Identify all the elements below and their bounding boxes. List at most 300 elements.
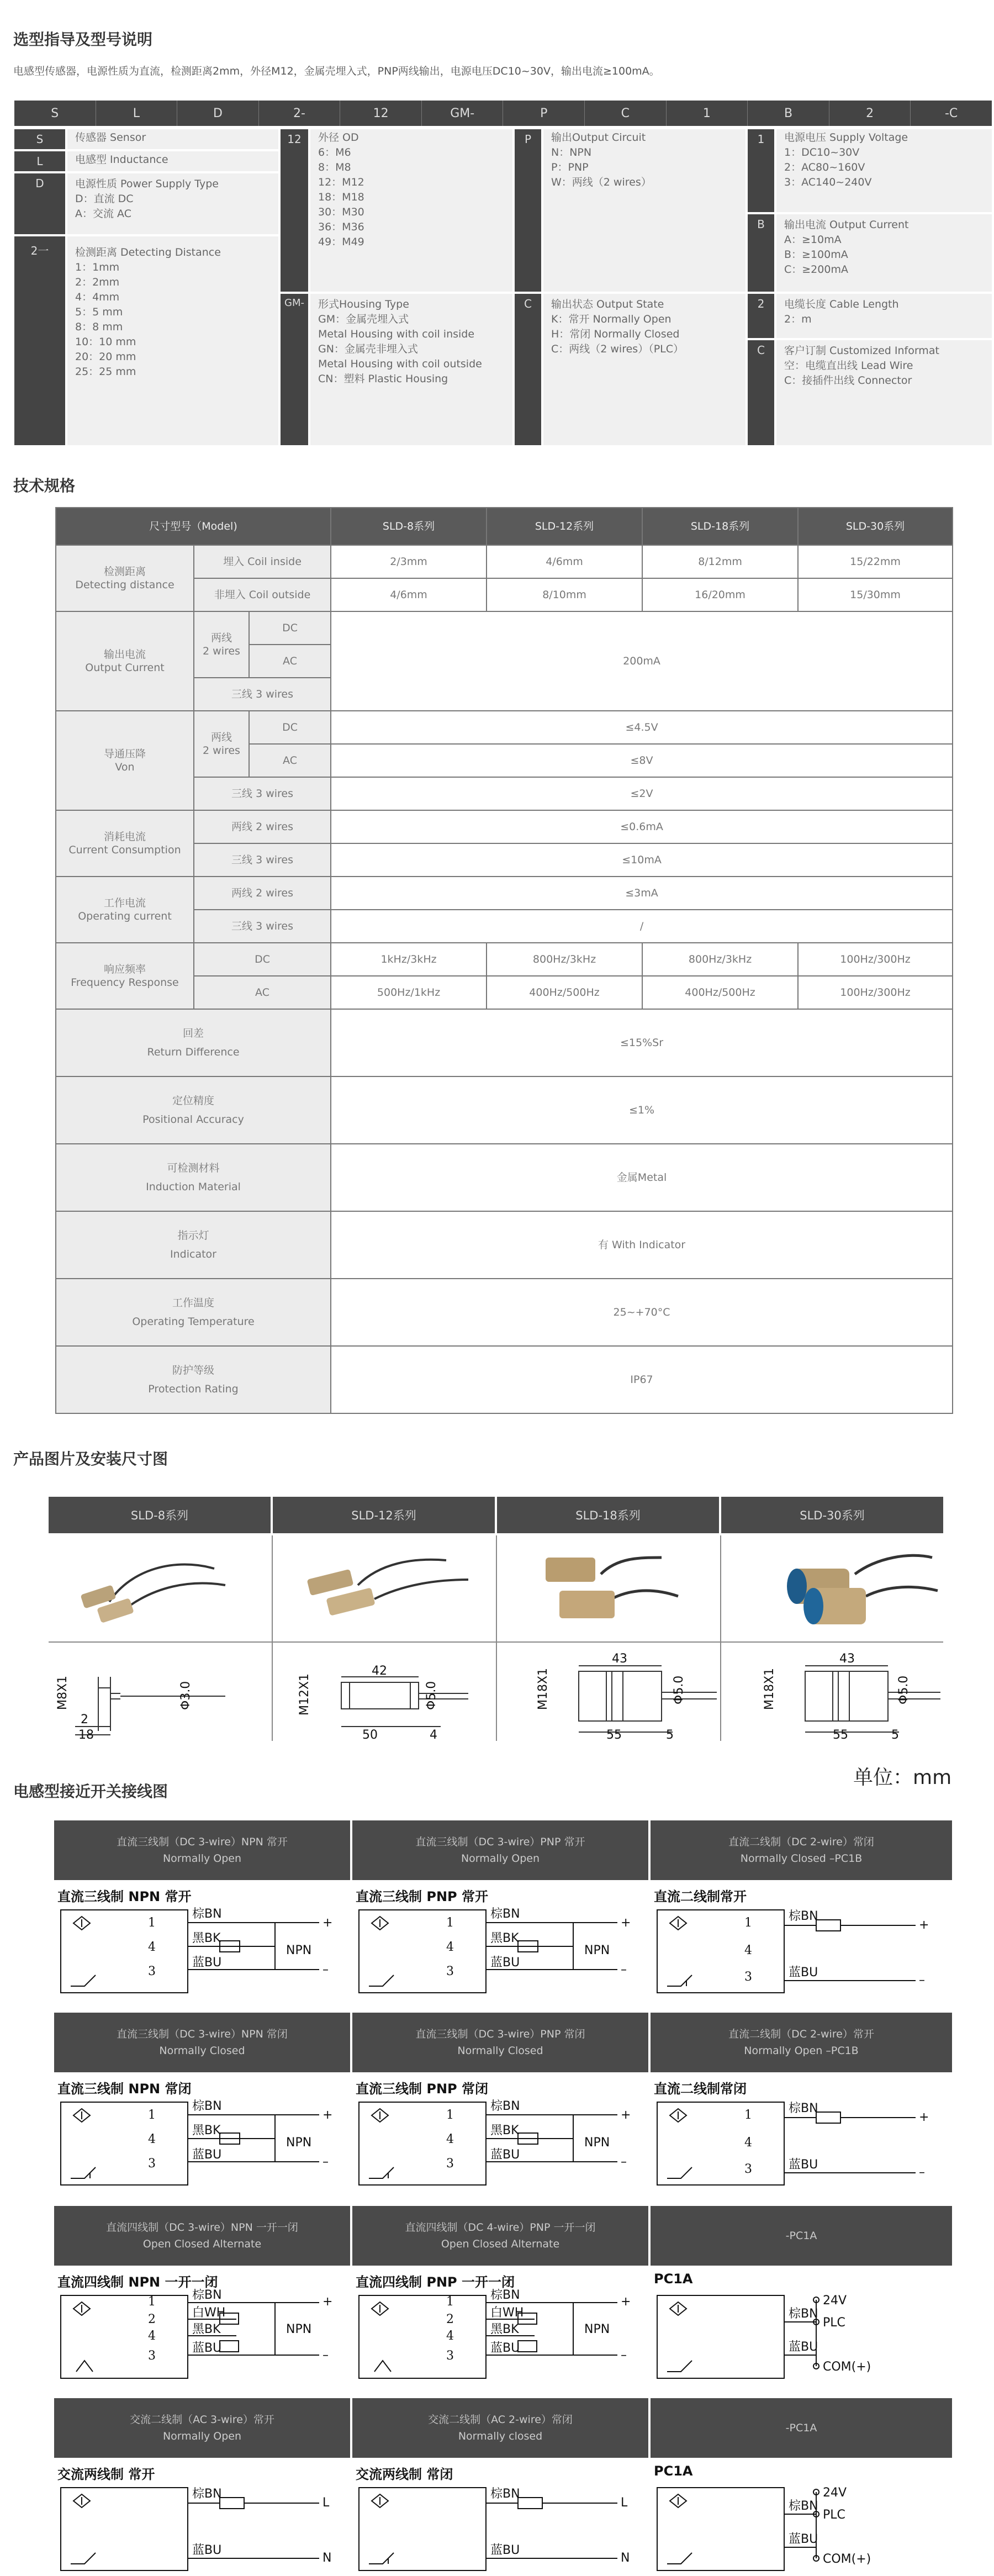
wiring-header: [651, 2398, 952, 2458]
spec-von-ac: AC: [249, 744, 331, 777]
spec-pos-value: ≤1%: [331, 1076, 953, 1144]
pin-number: 1: [446, 1916, 454, 1930]
desc-housing: 形式Housing Type GM：金属壳埋入式 Metal Housing with coil inside GN：金属壳非埋入式 Metal Housing with coil outside CN：塑料 Plastic Housing: [310, 294, 512, 445]
dim-d3-18: 5: [666, 1728, 674, 1741]
spec-output-2wire-cn: 两线: [210, 632, 232, 644]
plus-sign: +: [322, 1916, 333, 1930]
spec-coil-out-12: 8/10mm: [487, 578, 642, 611]
code-v: 1: [667, 101, 748, 126]
spec-series-8: SLD-8系列: [331, 508, 487, 545]
spec-coil-in: 埋入 Coil inside: [194, 545, 331, 578]
code-label-v: 1: [748, 129, 774, 212]
wire-black: 黑BK: [192, 1931, 221, 1945]
pin-number: 4: [446, 1940, 454, 1954]
wiring-diagram: [54, 1903, 350, 2008]
spec-cons-label: [56, 810, 194, 877]
wiring-header-cn: 直流三线制（DC 3-wire）PNP 常闭: [415, 2028, 585, 2040]
wire-black: 黑BK: [490, 1931, 519, 1945]
wiring-header: [352, 2013, 648, 2072]
wiring-header-cn: 直流三线制（DC 3-wire）NPN 常闭: [117, 2028, 288, 2040]
minus-sign: –: [621, 2155, 627, 2169]
pin-number: 4: [148, 2132, 156, 2146]
pin-number: 2: [446, 2313, 454, 2326]
model-code-grid: [14, 129, 992, 445]
wire-blue: 蓝BU: [192, 2148, 222, 2162]
pin-number: 1: [148, 2108, 156, 2122]
spec-return-label: [56, 1009, 331, 1076]
pin-number: 1: [148, 1916, 156, 1930]
dim-d1-8: 2: [81, 1713, 88, 1727]
wire-brown: 棕BN: [192, 2099, 222, 2113]
minus-sign: –: [322, 2155, 329, 2169]
spec-cons-2wire: 两线 2 wires: [194, 810, 331, 843]
pin-number: 1: [744, 1916, 752, 1930]
model-code-header: [14, 101, 992, 126]
dim-dia-30: Φ5.0: [897, 1675, 911, 1704]
spec-coil-in-18: 8/12mm: [642, 545, 798, 578]
sensor-photo-12: [307, 1560, 468, 1616]
wiring-title: 直流二线制常开: [654, 1889, 747, 1904]
sensor-photo-30: [787, 1555, 938, 1624]
code-d: D: [177, 101, 259, 126]
wire-blue: 蓝BU: [192, 2543, 222, 2557]
dimension-drawings: [49, 1644, 943, 1741]
spec-protection-cn: 防护等级: [172, 1364, 215, 1376]
wiring-header-cn: 直流四线制（DC 4-wire）PNP 一开一闭: [405, 2221, 596, 2234]
wiring-header-cn: 直流二线制（DC 2-wire）常开: [728, 2028, 874, 2040]
wire-black: 黑BK: [490, 2124, 519, 2137]
spec-op-en: Operating current: [78, 910, 172, 922]
sensor-photo-18: [546, 1558, 678, 1618]
plus-sign: +: [621, 2295, 631, 2309]
dim-thread-30: M18X1: [763, 1667, 776, 1710]
wiring-title: PC1A: [654, 2271, 693, 2287]
npn-label: NPN: [286, 2136, 312, 2150]
code-gm: GM-: [422, 101, 504, 126]
spec-detect-cn: 检测距离: [103, 566, 146, 578]
label-l: L: [621, 2496, 628, 2510]
code-b: B: [748, 101, 829, 126]
wiring-header-cn: 交流二线制（AC 2-wire）常闭: [428, 2414, 573, 2426]
spec-series-30: SLD-30系列: [798, 508, 953, 545]
wiring-title: 直流二线制常闭: [654, 2081, 747, 2097]
spec-von-3wire: 三线 3 wires: [194, 777, 331, 810]
wiring-title: 直流四线制 NPN 一开一闭: [57, 2274, 218, 2290]
code-s: S: [14, 101, 96, 126]
wiring-header-en: Normally closed: [458, 2430, 543, 2442]
spec-coil-in-12: 4/6mm: [487, 545, 642, 578]
wire-blue: 蓝BU: [490, 2341, 520, 2355]
minus-sign: –: [322, 1963, 329, 1977]
pin-number: 1: [446, 2108, 454, 2122]
spec-von-2wire: [194, 711, 249, 777]
pin-number: 3: [446, 2157, 454, 2171]
spec-model-header: 尺寸型号（Model): [56, 508, 331, 545]
wire-black: 黑BK: [192, 2322, 221, 2336]
wiring-header: [352, 2206, 648, 2266]
spec-cons-3wire-value: ≤10mA: [331, 843, 953, 877]
spec-freq-dc-12: 800Hz/3kHz: [487, 943, 642, 976]
spec-coil-out-18: 16/20mm: [642, 578, 798, 611]
label-com: COM(+): [823, 2360, 871, 2374]
spec-protection-label: [56, 1346, 331, 1413]
desc-inductance: 电感型 Inductance: [67, 151, 278, 171]
wiring-title: 直流三线制 PNP 常开: [356, 1889, 488, 1904]
model-guide-intro: 电感型传感器，电源性质为直流，检测距离2mm，外径M12，金属壳埋入式，PNP两线输出，电源电压DC10~30V，输出电流≥100mA。: [13, 65, 660, 77]
spec-von-dc: DC: [249, 711, 331, 744]
pin-number: 1: [446, 2295, 454, 2309]
spec-material-label: [56, 1144, 331, 1211]
pin-number: 3: [446, 2349, 454, 2363]
npn-label: NPN: [584, 2322, 610, 2336]
spec-freq-ac-30: 100Hz/300Hz: [798, 976, 953, 1009]
wire-blue: 蓝BU: [789, 2340, 818, 2354]
code-label-dist: 2一: [14, 236, 65, 445]
product-header-12: SLD-12系列: [273, 1497, 495, 1533]
spec-coil-in-8: 2/3mm: [331, 545, 487, 578]
label-n: N: [322, 2551, 332, 2565]
dim-dia-12: Φ5.0: [425, 1681, 438, 1710]
spec-indicator-label: [56, 1211, 331, 1279]
spec-material-cn: 可检测材料: [167, 1162, 220, 1174]
spec-indicator-value: 有 With Indicator: [331, 1211, 953, 1279]
wiring-diagram: [352, 1903, 648, 2008]
desc-cable-length: 电缆长度 Cable Length 2：m: [776, 294, 992, 338]
wire-brown: 棕BN: [789, 1909, 818, 1923]
spec-op-cn: 工作电流: [103, 897, 146, 909]
plus-sign: +: [919, 1918, 929, 1932]
label-24v: 24V: [823, 2486, 847, 2500]
dim-d3-30: 5: [891, 1728, 899, 1741]
wire-white: 白WH: [192, 2306, 226, 2320]
spec-temp-cn: 工作温度: [172, 1297, 215, 1309]
wiring-header-cn: 直流四线制（DC 3-wire）NPN 一开一闭: [106, 2221, 298, 2234]
spec-temp-value: 25~+70°C: [331, 1279, 953, 1346]
spec-output-2wire-en: 2 wires: [203, 645, 240, 657]
desc-detect-distance: 检测距离 Detecting Distance 1：1mm 2：2mm 4：4mm 5：5 mm 8：8 mm 10：10 mm 20：20 mm 25：25 mm: [67, 236, 278, 445]
wiring-header-cn: -PC1A: [785, 2422, 817, 2434]
wire-blue: 蓝BU: [490, 2148, 520, 2162]
wire-blue: 蓝BU: [490, 2543, 520, 2557]
spec-freq-label: [56, 943, 194, 1009]
wire-brown: 棕BN: [789, 2102, 818, 2115]
wiring-header: [54, 2206, 350, 2266]
spec-protection-value: IP67: [331, 1346, 953, 1413]
wiring-title: 直流四线制 PNP 一开一闭: [356, 2274, 515, 2290]
wire-brown: 棕BN: [192, 2289, 222, 2302]
spec-detect-label: [56, 545, 194, 611]
product-header-8: SLD-8系列: [49, 1497, 271, 1533]
label-com: COM(+): [823, 2552, 871, 2566]
wire-blue: 蓝BU: [490, 1956, 520, 1970]
dim-dia-8: Φ3.0: [179, 1681, 193, 1710]
minus-sign: –: [322, 2348, 329, 2362]
wiring-header: [651, 2013, 952, 2072]
pin-number: 2: [148, 2313, 156, 2326]
pin-number: 4: [148, 2329, 156, 2343]
spec-op-3wire: 三线 3 wires: [194, 910, 331, 943]
spec-freq-ac: AC: [194, 976, 331, 1009]
wiring-title: 直流三线制 NPN 常闭: [57, 2081, 192, 2097]
spec-return-cn: 回差: [183, 1027, 204, 1039]
wire-blue: 蓝BU: [192, 1956, 222, 1970]
wire-brown: 棕BN: [490, 1907, 520, 1921]
npn-label: NPN: [584, 2136, 610, 2150]
spec-freq-ac-18: 400Hz/500Hz: [642, 976, 798, 1009]
spec-output-3wire: 三线 3 wires: [194, 678, 331, 711]
npn-label: NPN: [286, 1944, 312, 1957]
spec-series-12: SLD-12系列: [487, 508, 642, 545]
desc-power-supply: 电源性质 Power Supply Type D：直流 DC A：交流 AC: [67, 173, 278, 234]
wiring-header-en: Open Closed Alternate: [142, 2238, 262, 2250]
spec-freq-dc: DC: [194, 943, 331, 976]
spec-freq-dc-18: 800Hz/3kHz: [642, 943, 798, 976]
wiring-header: [54, 2398, 350, 2458]
spec-von-3wire-value: ≤2V: [331, 777, 953, 810]
wiring-title: 直流三线制 NPN 常开: [57, 1889, 192, 1904]
spec-coil-out-30: 15/30mm: [798, 578, 953, 611]
label-n: N: [621, 2551, 630, 2565]
wiring-header-en: Normally Open –PC1B: [744, 2045, 859, 2057]
spec-freq-dc-8: 1kHz/3kHz: [331, 943, 487, 976]
dim-d1-30: 43: [839, 1652, 855, 1666]
wire-blue: 蓝BU: [789, 2532, 818, 2546]
plus-sign: +: [322, 2295, 333, 2309]
code-label-od: 12: [281, 129, 308, 292]
pin-number: 3: [446, 1965, 454, 1978]
pin-number: 4: [446, 2132, 454, 2146]
spec-von-2wire-cn: 两线: [210, 731, 232, 743]
spec-output-en: Output Current: [85, 662, 165, 674]
spec-freq-cn: 响应频率: [103, 963, 146, 975]
sensor-photo-8: [80, 1565, 225, 1623]
spec-von-dc-value: ≤4.5V: [331, 711, 953, 744]
spec-coil-in-30: 15/22mm: [798, 545, 953, 578]
wire-blue: 蓝BU: [789, 1966, 818, 1979]
plus-sign: +: [322, 2108, 333, 2122]
pin-number: 3: [148, 1965, 156, 1978]
desc-sensor: 传感器 Sensor: [67, 129, 278, 149]
spec-op-label: [56, 877, 194, 943]
spec-output-dc: DC: [249, 611, 331, 645]
spec-table: [55, 507, 953, 1414]
minus-sign: –: [621, 1963, 627, 1977]
spec-von-ac-value: ≤8V: [331, 744, 953, 777]
wire-brown: 棕BN: [490, 2487, 520, 2501]
code-l: L: [96, 101, 178, 126]
wiring-header-en: Normally Open: [162, 2430, 242, 2442]
dim-d3-12: 4: [430, 1728, 437, 1741]
wiring-title: 直流三线制 PNP 常闭: [356, 2081, 488, 2097]
wiring-header-cn: -PC1A: [785, 2230, 817, 2242]
wiring-diagram: [54, 2095, 350, 2200]
code-len: 2: [829, 101, 911, 126]
desc-output-state: 输出状态 Output State K：常开 Normally Open H：常闭 Normally Closed C：两线（2 wires）（PLC）: [543, 294, 745, 445]
wire-blue: 蓝BU: [192, 2341, 222, 2355]
desc-customized: 客户订制 Customized Informat 空：电缆直出线 Lead Wire C：接插件出线 Connector: [776, 340, 992, 445]
wire-brown: 棕BN: [490, 2099, 520, 2113]
spec-output-2wire: [194, 611, 249, 678]
wiring-header-cn: 交流二线制（AC 3-wire）常开: [130, 2414, 274, 2426]
dim-d1-12: 42: [372, 1664, 387, 1678]
spec-freq-ac-12: 400Hz/500Hz: [487, 976, 642, 1009]
spec-cons-3wire: 三线 3 wires: [194, 843, 331, 877]
wiring-diagram: [651, 2289, 952, 2394]
wiring-header: [352, 1820, 648, 1880]
spec-op-3wire-value: /: [331, 910, 953, 943]
wire-brown: 棕BN: [490, 2289, 520, 2302]
spec-material-value: 金属Metal: [331, 1144, 953, 1211]
dim-thread-12: M12X1: [298, 1673, 311, 1715]
dim-d2-12: 50: [362, 1728, 378, 1741]
wiring-diagram: [54, 2289, 350, 2394]
wiring-header-en: Normally Open: [461, 1852, 540, 1865]
label-l: L: [322, 2496, 330, 2510]
code-label-len: 2: [748, 294, 774, 338]
spec-temp-label: [56, 1279, 331, 1346]
wiring-diagram: [651, 2095, 952, 2200]
product-title: 产品图片及安装尺寸图: [13, 1450, 168, 1468]
code-cust: -C: [944, 106, 958, 120]
code-label-b: B: [748, 214, 774, 292]
pin-number: 4: [148, 1940, 156, 1954]
spec-indicator-cn: 指示灯: [177, 1229, 209, 1242]
code-dist: 2-: [259, 101, 341, 126]
dim-d2-18: 55: [606, 1728, 622, 1741]
wiring-header: [352, 2398, 648, 2458]
wiring-header-en: Normally Open: [162, 1852, 242, 1865]
wiring-title: 交流两线制 常开: [57, 2467, 155, 2482]
wiring-diagram: [651, 2481, 952, 2576]
spec-cons-2wire-value: ≤0.6mA: [331, 810, 953, 843]
plus-sign: +: [621, 1916, 631, 1930]
wiring-header: [651, 1820, 952, 1880]
desc-supply-voltage: 电源电压 Supply Voltage 1：DC10~30V 2：AC80~160V 3：AC140~240V: [776, 129, 992, 212]
spec-freq-ac-8: 500Hz/1kHz: [331, 976, 487, 1009]
code-p: P: [503, 101, 585, 126]
wiring-header-en: Open Closed Alternate: [441, 2238, 560, 2250]
spec-von-en: Von: [115, 761, 135, 773]
spec-return-value: ≤15%Sr: [331, 1009, 953, 1076]
wiring-header-en: Normally Closed: [457, 2045, 543, 2057]
spec-coil-out: 非埋入 Coil outside: [194, 578, 331, 611]
desc-od: 外径 OD 6：M6 8：M8 12：M12 18：M18 30：M30 36：M36 49：M49: [310, 129, 512, 292]
wiring-header-cn: 直流三线制（DC 3-wire）NPN 常开: [117, 1836, 288, 1848]
divider: [49, 1641, 943, 1643]
pin-number: 1: [148, 2295, 156, 2309]
spec-von-2wire-en: 2 wires: [203, 745, 240, 757]
pin-number: 4: [744, 2136, 752, 2150]
wire-brown: 棕BN: [789, 2307, 818, 2321]
spec-output-label: [56, 611, 194, 711]
product-header-30: SLD-30系列: [721, 1497, 943, 1533]
spec-material-en: Induction Material: [146, 1181, 241, 1193]
pin-number: 3: [148, 2349, 156, 2363]
spec-coil-out-8: 4/6mm: [331, 578, 487, 611]
wire-black: 黑BK: [192, 2124, 221, 2137]
wire-white: 白WH: [490, 2306, 524, 2320]
wiring-title: PC1A: [654, 2463, 693, 2479]
dim-d1-18: 43: [612, 1652, 627, 1666]
code-label-c: C: [515, 294, 541, 445]
wiring-title: 交流两线制 常闭: [356, 2467, 453, 2482]
code-od: 12: [340, 101, 422, 126]
wiring-diagram: [54, 2481, 350, 2576]
code-label-l: L: [14, 151, 65, 171]
spec-op-2wire: 两线 2 wires: [194, 877, 331, 910]
pin-number: 4: [446, 2329, 454, 2343]
code-label-cust: C: [748, 340, 774, 445]
unit-label: 单位：mm: [853, 1766, 952, 1789]
pin-number: 3: [744, 2162, 752, 2176]
spec-von-label: [56, 711, 194, 810]
npn-label: NPN: [286, 2322, 312, 2336]
desc-output-current: 输出电流 Output Current A：≥10mA B：≥100mA C：≥200mA: [776, 214, 992, 292]
wire-brown: 棕BN: [789, 2499, 818, 2513]
wiring-diagram: [352, 2095, 648, 2200]
spec-cons-cn: 消耗电流: [103, 831, 146, 843]
wire-black: 黑BK: [490, 2322, 519, 2336]
product-photos: [49, 1535, 943, 1640]
wiring-title: 电感型接近开关接线图: [13, 1782, 168, 1801]
minus-sign: –: [621, 2348, 627, 2362]
label-plc: PLC: [823, 2508, 845, 2522]
wiring-header-en: Normally Closed –PC1B: [740, 1852, 863, 1865]
wire-brown: 棕BN: [192, 1907, 222, 1921]
wire-brown: 棕BN: [192, 2487, 222, 2501]
model-guide-title: 选型指导及型号说明: [13, 30, 153, 49]
npn-label: NPN: [584, 1944, 610, 1957]
pin-number: 3: [148, 2157, 156, 2171]
spec-von-cn: 导通压降: [103, 748, 146, 760]
wiring-header-cn: 直流三线制（DC 3-wire）PNP 常开: [415, 1836, 585, 1848]
spec-pos-label: [56, 1076, 331, 1144]
minus-sign: –: [919, 2166, 925, 2179]
wiring-diagram: [352, 2289, 648, 2394]
label-24v: 24V: [823, 2294, 847, 2308]
spec-protection-en: Protection Rating: [148, 1383, 239, 1395]
label-plc: PLC: [823, 2316, 845, 2330]
spec-detect-en: Detecting distance: [75, 579, 175, 591]
code-label-p: P: [515, 129, 541, 292]
spec-pos-cn: 定位精度: [172, 1095, 215, 1107]
spec-output-cn: 输出电流: [103, 648, 146, 661]
spec-cons-en: Current Consumption: [68, 844, 181, 856]
minus-sign: –: [919, 1973, 925, 1987]
desc-output-circuit: 输出Output Circuit N：NPN P：PNP W：两线（2 wires）: [543, 129, 745, 292]
pin-number: 1: [744, 2108, 752, 2122]
wiring-header: [54, 2013, 350, 2072]
dim-thread-18: M18X1: [536, 1667, 550, 1710]
spec-output-value: 200mA: [331, 611, 953, 711]
code-label-d: D: [14, 173, 65, 234]
spec-temp-en: Operating Temperature: [132, 1316, 255, 1328]
wiring-header-en: Normally Closed: [159, 2045, 245, 2057]
wiring-header: [651, 2206, 952, 2266]
product-header-18: SLD-18系列: [497, 1497, 719, 1533]
code-label-gm: GM-: [281, 294, 308, 445]
spec-title: 技术规格: [13, 477, 76, 495]
wire-blue: 蓝BU: [789, 2158, 818, 2172]
dim-d2-30: 55: [833, 1728, 848, 1741]
spec-series-18: SLD-18系列: [642, 508, 798, 545]
plus-sign: +: [919, 2110, 929, 2124]
code-c: C: [585, 101, 667, 126]
plus-sign: +: [621, 2108, 631, 2122]
wiring-diagram: [352, 2481, 648, 2576]
spec-freq-en: Frequency Response: [71, 976, 179, 989]
spec-return-en: Return Difference: [147, 1046, 240, 1058]
